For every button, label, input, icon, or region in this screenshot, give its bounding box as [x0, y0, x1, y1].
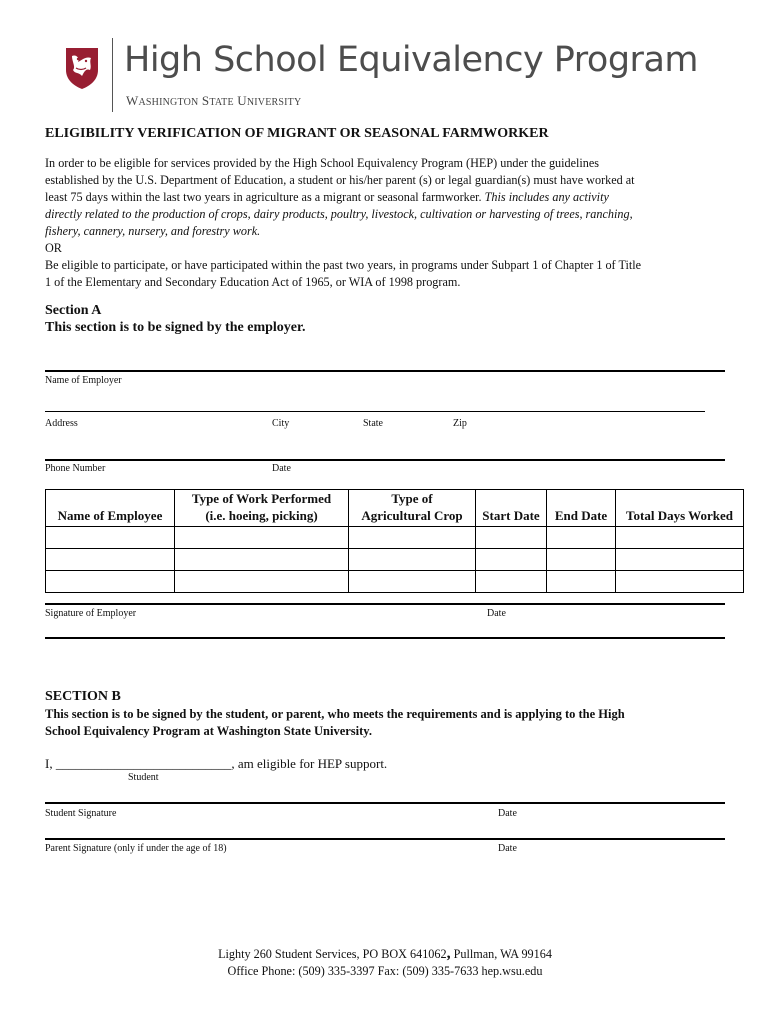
table-cell[interactable]: [476, 549, 547, 571]
table-cell[interactable]: [46, 549, 175, 571]
col-employee-name: Name of Employee: [46, 490, 175, 527]
table-row: [46, 571, 744, 593]
program-title: High School Equivalency Program: [124, 40, 698, 80]
table-cell[interactable]: [349, 527, 476, 549]
address-label: Address: [45, 418, 78, 429]
student-signature-label: Student Signature: [45, 808, 117, 819]
col-total-days: Total Days Worked: [616, 490, 744, 527]
intro-line: In order to be eligible for services provided by the High School Equivalency Program (HEP) under the guidelines: [45, 156, 600, 170]
table-header-row: [46, 490, 744, 527]
intro-line: fishery, cannery, nursery, and forestry work.: [45, 224, 261, 238]
table-cell[interactable]: [616, 549, 744, 571]
intro-line: established by the U.S. Department of Education, a student or his/her parent (s) or legal guardian(s) must have worked at: [45, 173, 635, 187]
section-b-heading: SECTION B: [45, 689, 121, 704]
table-row: [46, 527, 744, 549]
eligibility-statement[interactable]: I, ___________________________, am eligible for HEP support.: [45, 756, 388, 771]
table-row: [46, 549, 744, 571]
section-a-heading: Section A: [45, 303, 102, 318]
table-cell[interactable]: [547, 571, 616, 593]
employer-signature-line[interactable]: [45, 603, 725, 605]
student-date-label: Date: [498, 808, 517, 819]
parent-signature-line[interactable]: [45, 838, 725, 840]
phone-number-label: Phone Number: [45, 463, 106, 474]
footer-phone-fax-web: Office Phone: (509) 335-3397 Fax: (509) 335-7633 hep.wsu.edu: [227, 964, 543, 978]
phone-date-line[interactable]: [45, 459, 725, 461]
header-divider: [112, 38, 113, 112]
table-cell[interactable]: [175, 527, 349, 549]
document-title: ELIGIBILITY VERIFICATION OF MIGRANT OR SEASONAL FARMWORKER: [45, 126, 549, 141]
parent-signature-label: Parent Signature (only if under the age of 18): [45, 843, 227, 854]
table-cell[interactable]: [547, 549, 616, 571]
table-cell[interactable]: [46, 527, 175, 549]
zip-label: Zip: [453, 418, 467, 429]
section-b-instructions: This section is to be signed by the student, or parent, who meets the requirements and is applying to the High School Equivalency Program at Washington State University.: [45, 707, 625, 738]
table-cell[interactable]: [349, 571, 476, 593]
phone-date-label: Date: [272, 463, 291, 474]
address-line[interactable]: [45, 404, 705, 412]
col-crop-type: Type of Agricultural Crop: [349, 490, 476, 527]
city-label: City: [272, 418, 290, 429]
student-name-label: Student: [128, 772, 159, 783]
work-history-table: [45, 489, 744, 593]
table-cell[interactable]: [175, 549, 349, 571]
footer-address: Lighty 260 Student Services, PO BOX 641062, Pullman, WA 99164: [218, 945, 552, 962]
eligibility-intro: [45, 155, 735, 291]
state-label: State: [363, 418, 383, 429]
table-cell[interactable]: [46, 571, 175, 593]
intro-line: Be eligible to participate, or have participated within the past two years, in programs under Subpart 1 of Chapter 1 of Title: [45, 258, 642, 272]
section-divider: [45, 637, 725, 639]
table-cell[interactable]: [616, 527, 744, 549]
employer-signature-date-label: Date: [487, 608, 506, 619]
employer-name-line[interactable]: [45, 370, 725, 372]
employer-signature-label: Signature of Employer: [45, 608, 137, 619]
parent-date-label: Date: [498, 843, 517, 854]
col-end-date: End Date: [547, 490, 616, 527]
intro-or: OR: [45, 241, 62, 255]
table-cell[interactable]: [476, 527, 547, 549]
letterhead: [60, 38, 720, 114]
student-signature-line[interactable]: [45, 802, 725, 804]
col-work-type: Type of Work Performed (i.e. hoeing, picking): [175, 490, 349, 527]
col-start-date: Start Date: [476, 490, 547, 527]
intro-line: 1 of the Elementary and Secondary Education Act of 1965, or WIA of 1998 program.: [45, 275, 461, 289]
table-cell[interactable]: [547, 527, 616, 549]
intro-line: least 75 days within the last two years in agriculture as a migrant or seasonal farmworker. This includes any activity: [45, 190, 609, 204]
intro-line: directly related to the production of crops, dairy products, poultry, livestock, cultivation or harvesting of trees, ranching,: [45, 207, 633, 221]
table-cell[interactable]: [476, 571, 547, 593]
table-cell[interactable]: [616, 571, 744, 593]
section-a-subheading: This section is to be signed by the employer.: [45, 320, 306, 335]
footer-contact: [0, 945, 770, 980]
employer-name-label: Name of Employer: [45, 375, 122, 386]
wsu-cougar-crest-icon: [64, 46, 100, 90]
university-name: WASHINGTON STATE UNIVERSITY: [126, 93, 302, 108]
table-cell[interactable]: [349, 549, 476, 571]
table-cell[interactable]: [175, 571, 349, 593]
